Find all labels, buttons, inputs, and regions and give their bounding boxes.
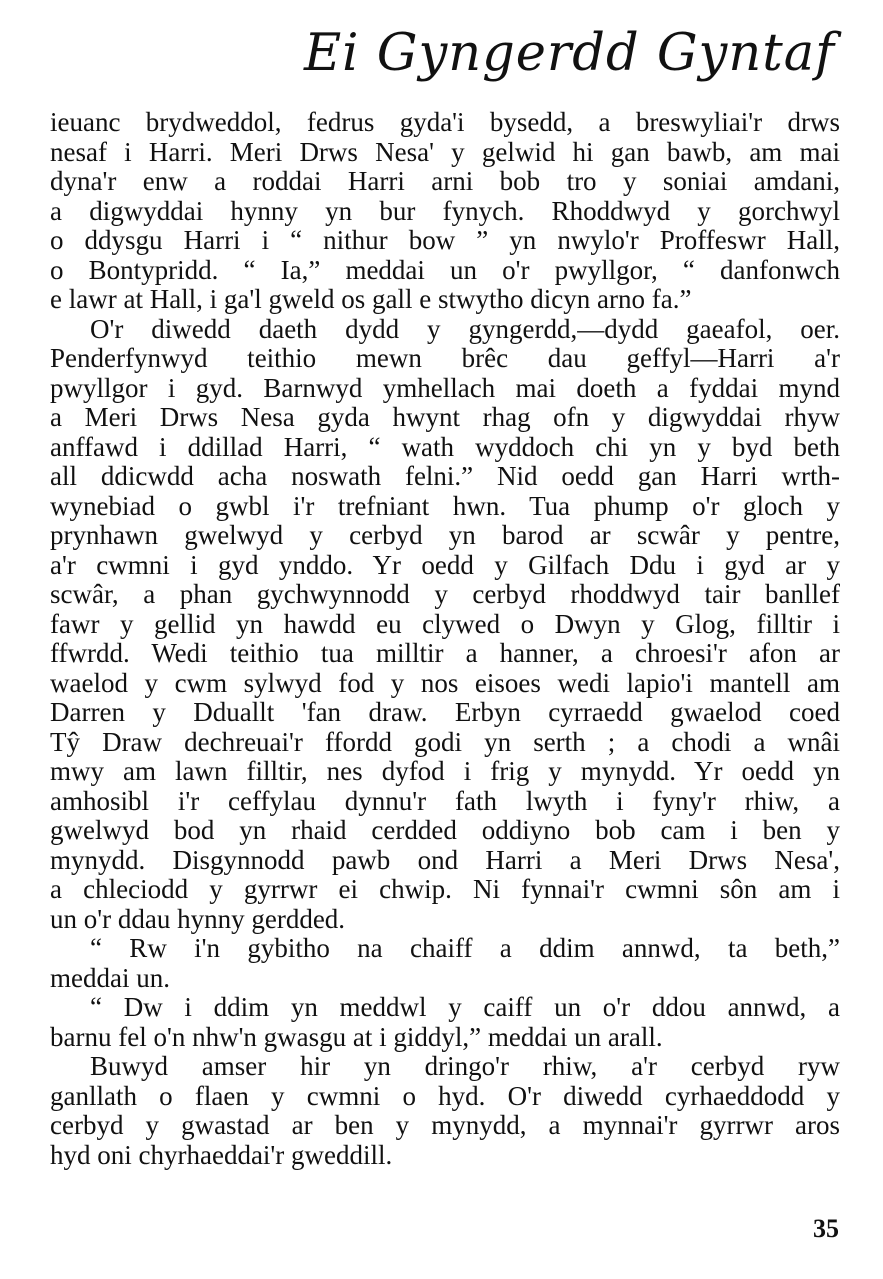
text-line: o Bontypridd. “ Ia,” meddai un o'r pwyllgor, “ danfonwch (50, 255, 840, 285)
text-line: a digwyddai hynny yn bur fynych. Rhoddwyd y gorchwyl (50, 196, 840, 226)
text-line: a Meri Drws Nesa gyda hwynt rhag ofn y digwyddai rhyw (50, 403, 840, 432)
text-line: “ Rw i'n gybitho na chaiff a ddim annwd, ta beth,” (90, 934, 840, 963)
text-line: a chleciodd y gyrrwr ei chwip. Ni fynnai'r cwmni sôn am i (50, 875, 840, 904)
text-line: a'r cwmni i gyd ynddo. Yr oedd y Gilfach Ddu i gyd ar y (50, 550, 840, 580)
text-line: barnu fel o'n nhw'n gwasgu at i giddyl,” meddai un arall. (50, 1022, 663, 1052)
body-text (50, 108, 840, 1170)
text-line: gwelwyd bod yn rhaid cerdded oddiyno bob cam i ben y (50, 816, 840, 845)
text-line: waelod y cwm sylwyd fod y nos eisoes wedi lapio'i mantell am (50, 668, 840, 698)
text-line: un o'r ddau hynny gerdded. (50, 904, 346, 934)
text-line: e lawr at Hall, i ga'l gweld os gall e stwytho dicyn arno fa.” (50, 285, 692, 314)
text-line: all ddicwdd acha noswath felni.” Nid oedd gan Harri wrth- (50, 462, 840, 491)
text-line: scwâr, a phan gychwynnodd y cerbyd rhoddwyd tair banllef (50, 580, 840, 609)
text-line: hyd oni chyrhaeddai'r gweddill. (50, 1140, 393, 1170)
text-line: o ddysgu Harri i “ nithur bow ” yn nwylo'r Proffeswr Hall, (50, 226, 840, 255)
text-line: amhosibl i'r ceffylau dynnu'r fath lwyth i fyny'r rhiw, a (50, 786, 840, 816)
text-line: mwy am lawn filltir, nes dyfod i frig y mynydd. Yr oedd yn (50, 757, 840, 786)
text-line: Penderfynwyd teithio mewn brêc dau geffyl—Harri a'r (50, 344, 840, 373)
running-head: Ei Gyngerdd Gyntaf (303, 24, 835, 83)
text-line: mynydd. Disgynnodd pawb ond Harri a Meri Drws Nesa', (50, 845, 840, 875)
text-line: ieuanc brydweddol, fedrus gyda'i bysedd, a breswyliai'r drws (50, 108, 840, 137)
page-number: 35 (813, 1214, 839, 1243)
text-line: dyna'r enw a roddai Harri arni bob tro y soniai amdani, (50, 167, 840, 196)
text-line: anffawd i ddillad Harri, “ wath wyddoch chi yn y byd beth (50, 432, 840, 462)
text-line: nesaf i Harri. Meri Drws Nesa' y gelwid hi gan bawb, am mai (50, 137, 840, 167)
text-line: “ Dw i ddim yn meddwl y caiff un o'r ddou annwd, a (90, 993, 840, 1022)
text-line: pwyllgor i gyd. Barnwyd ymhellach mai doeth a fyddai mynd (50, 373, 840, 403)
text-line: fawr y gellid yn hawdd eu clywed o Dwyn y Glog, filltir i (50, 609, 840, 639)
text-line: cerbyd y gwastad ar ben y mynydd, a mynnai'r gyrrwr aros (50, 1111, 840, 1140)
text-line: wynebiad o gwbl i'r trefniant hwn. Tua phump o'r gloch y (50, 491, 840, 521)
text-line: ganllath o flaen y cwmni o hyd. O'r diwedd cyrhaeddodd y (50, 1081, 840, 1111)
text-line: Buwyd amser hir yn dringo'r rhiw, a'r cerbyd ryw (90, 1052, 840, 1081)
text-line: meddai un. (50, 963, 170, 993)
text-line: Darren y Dduallt 'fan draw. Erbyn cyrraedd gwaelod coed (50, 698, 840, 727)
text-line: Tŷ Draw dechreuai'r ffordd godi yn serth ; a chodi a wnâi (50, 727, 840, 757)
text-line: O'r diwedd daeth dydd y gyngerdd,—dydd gaeafol, oer. (90, 314, 840, 344)
text-line: prynhawn gwelwyd y cerbyd yn barod ar scwâr y pentre, (50, 521, 840, 550)
text-line: ffwrdd. Wedi teithio tua milltir a hanner, a chroesi'r afon ar (50, 639, 840, 668)
